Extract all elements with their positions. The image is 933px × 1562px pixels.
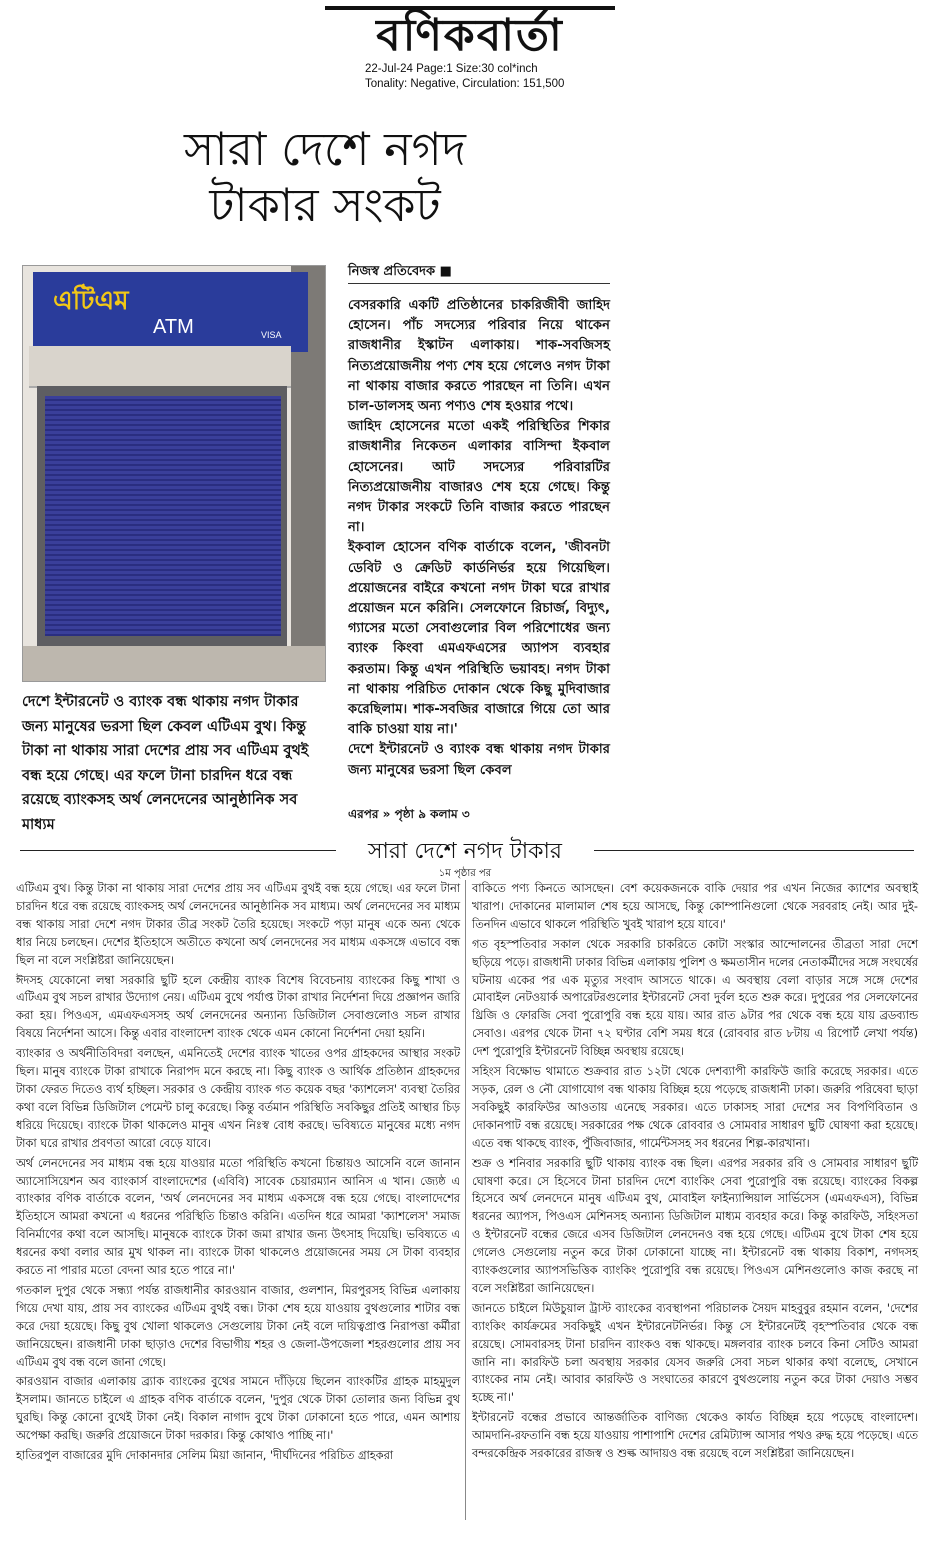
- column-rule: [465, 880, 466, 1520]
- masthead-title: বণিকবার্তা: [376, 10, 564, 61]
- continuation-column-left: [16, 880, 460, 1467]
- lead-paragraph: বেসরকারি একটি প্রতিষ্ঠানের চাকরিজীবী জাহিদ হোসেন। পাঁচ সদস্যের পরিবার নিয়ে থাকেন রাজধানীর ইস্কাটন এলাকায়। শাক-সবজিসহ নিত্যপ্রয়োজনীয় পণ্য শেষ হয়ে গেলেও নগদ টাকা না থাকায় বাজার করতে পারছেন না তিনি। এখন চাল-ডালসহ অন্য পণ্যও শেষ হওয়ার পথে।: [348, 298, 610, 415]
- closed-shutter: [45, 396, 281, 636]
- continuation-column-right: [472, 880, 918, 1465]
- continuation-title: সারা দেশে নগদ টাকার: [367, 839, 563, 864]
- atm-photo: [22, 265, 326, 682]
- body-paragraph: কারওয়ান বাজার এলাকায় ব্র্যাক ব্যাংকের বুথের সামনে দাঁড়িয়ে ছিলেন ব্যাংকটির গ্রাহক মাহমুদুল ইসলাম। জানতে চাইলে এ গ্রাহক বণিক বার্তাকে বলেন, 'দুপুর থেকে টাকা তোলার জন্য বিভিন্ন বুথ ঘুরছি। কিন্তু কোনো বুথেই টাকা নেই। বিকাল নাগাদ বুথে টাকা ঢোকানো হতে পারে, এমন আশায় অপেক্ষা করছি। জরুরি প্রয়োজনে টাকা দরকার। কিন্তু কোথাও পাচ্ছি না।': [16, 1375, 460, 1443]
- byline-rule: [348, 283, 610, 284]
- atm-sign-english: ATM: [153, 316, 194, 338]
- body-paragraph: অর্থ লেনদেনের সব মাধ্যম বন্ধ হয়ে যাওয়ার মতো পরিস্থিতি কখনো চিন্তায়ও আসেনি বলে জানান অ্যাসোসিয়েশন অব ব্যাংকার্স বাংলাদেশের (এবিবি) সাবেক চেয়ারম্যান আনিস এ খান। জ্যেষ্ঠ এ ব্যাংকার বণিক বার্তাকে বলেন, 'অর্থ লেনদেনের সব মাধ্যম একসঙ্গে বন্ধ হয়ে গেছে। বাংলাদেশের ইতিহাসে আমরা কখনো এ ধরনের পরিস্থিতি চিন্তাও করিনি। এতদিন ধরে আমরা 'ক্যাশলেস' সমাজ বিনির্মাণের কথা বলে আসছি। মানুষকে ব্যাংকে টাকা জমা রাখার জন্য উৎসাহ দিয়েছি। ভবিষ্যতে এ ধরনের কথা বলার আর মুখ থাকল না। ব্যাংকে টাকা থাকলেও প্রয়োজনের সময় সে টাকা ব্যবহার করতে না পারার মতো বেদনা আর হতে পারে না।': [16, 1156, 460, 1278]
- headline-line1: সারা দেশে নগদ: [184, 122, 466, 176]
- body-paragraph: এটিএম বুথ। কিন্তু টাকা না থাকায় সারা দেশের প্রায় সব এটিএম বুথই বন্ধ হয়ে গেছে। এর ফলে টানা চারদিন ধরে বন্ধ রয়েছে ব্যাংকসহ অর্থ লেনদেনের আনুষ্ঠানিক সব মাধ্যম। অর্থ লেনদেনের সব মাধ্যম বন্ধ থাকায় সারা দেশে নগদ টাকার তীব্র সংকট তৈরি হয়েছে। সংকটে পড়া মানুষ একে অন্য থেকে ধার নিয়ে চলছেন। দেশের ইতিহাসে অতীতে কখনো অর্থ লেনদেনের সব মাধ্যম একসঙ্গে এভাবে বন্ধ ছিল না বলে সংশ্লিষ্টরা জানিয়েছেন।: [16, 882, 460, 967]
- photo-caption: দেশে ইন্টারনেট ও ব্যাংক বন্ধ থাকায় নগদ টাকার জন্য মানুষের ভরসা ছিল কেবল এটিএম বুথ। কিন্তু টাকা না থাকায় সারা দেশের প্রায় সব এটিএম বুথই বন্ধ হয়ে গেছে। এর ফলে টানা চারদিন ধরে বন্ধ রয়েছে ব্যাংকসহ অর্থ লেনদেনের আনুষ্ঠানিক সব মাধ্যম: [22, 694, 309, 833]
- body-paragraph: বাকিতে পণ্য কিনতে আসছেন। বেশ কয়েকজনকে বাকি দেয়ার পর এখন নিজের ক্যাশের অবস্থাই খারাপ। দোকানের মালামাল শেষ হয়ে আসছে, কিন্তু কোম্পানিগুলো থেকে সরবরাহ নেই। আর দুই-তিনদিন এভাবে থাকলে পরিস্থিতি খুবই খারাপ হয়ে যাবে।': [472, 882, 918, 931]
- lead-story: [348, 296, 610, 781]
- body-paragraph: ঈদসহ যেকোনো লম্বা সরকারি ছুটি হলে কেন্দ্রীয় ব্যাংক বিশেষ বিবেচনায় ব্যাংকের কিছু শাখা ও এটিএম বুথ সচল রাখার উদ্যোগ নেয়। এটিএম বুথে পর্যাপ্ত টাকা রাখার নির্দেশনা দিয়ে প্রজ্ঞাপন জারি করা হয়। পিওএস, এমএফএসসহ অর্থ লেনদেনের অন্যান্য ডিজিটাল সেবাগুলোও সচল রাখার বিষয়ে নির্দেশনা আসে। কিন্তু এবার বাংলাদেশ ব্যাংক থেকে এমন কোনো নির্দেশনা দেয়া হয়নি।: [16, 973, 460, 1041]
- body-paragraph: জানতে চাইলে মিউচুয়াল ট্রাস্ট ব্যাংকের ব্যবস্থাপনা পরিচালক সৈয়দ মাহবুবুর রহমান বলেন, 'দেশের ব্যাংকিং কার্যক্রমের সবকিছুই এখন ইন্টারনেটনির্ভর। কিন্তু সে ইন্টারনেটই বৃহস্পতিবার থেকে বন্ধ রয়েছে। সোমবারসহ টানা চারদিন ব্যাংকও বন্ধ থাকছে। মঙ্গলবার ব্যাংক চলবে কিনা সেটিও আমরা জানি না। কারফিউ চলা অবস্থায় সরকার যেসব জরুরি সেবা সচল থাকার কথা বলেছে, সেখানে ব্যাংকের নাম নেই। আবার কারফিউ ও সংঘাতের কারণে বুথগুলোয় নতুন করে টাকা দেয়াও সম্ভব হচ্ছে না।': [472, 1301, 918, 1405]
- continuation-note: ১ম পৃষ্ঠার পর: [438, 868, 492, 879]
- body-paragraph: সহিংস বিক্ষোভ থামাতে শুক্রবার রাত ১২টা থেকে দেশব্যাপী কারফিউ জারি করেছে সরকার। এতে সড়ক, রেল ও নৌ যোগাযোগ বন্ধ থাকায় বিচ্ছিন্ন হয়ে পড়েছে রাজধানী ঢাকা। জরুরি পরিষেবা ছাড়া সবকিছুই কারফিউর আওতায় এনেছে সরকার। এতে ঢাকাসহ সারা দেশের সব বিপণিবিতান ও দোকানপাট বন্ধ রয়েছে। সরকারের পক্ষ থেকে রোববার ও সোমবার সাধারণ ছুটি ঘোষণা করা হয়েছে। এতে বন্ধ থাকছে ব্যাংক, পুঁজিবাজার, গার্মেন্টসসহ সব ধরনের শিল্প-কারখানা।: [472, 1065, 918, 1150]
- atm-sign-bangla: এটিএম: [53, 286, 129, 316]
- visa-logo: VISA: [261, 330, 282, 340]
- byline: নিজস্ব প্রতিবেদক ■: [348, 264, 452, 279]
- section-divider-left: [20, 850, 336, 851]
- masthead: [325, 6, 615, 62]
- section-divider-right: [594, 850, 914, 851]
- lead-paragraph: ইকবাল হোসেন বণিক বার্তাকে বলেন, 'জীবনটা ডেবিট ও ক্রেডিট কার্ডনির্ভর হয়ে গিয়েছিল। প্রয়োজনের বাইরে কখনো নগদ টাকা ঘরে রাখার প্রয়োজন মনে করিনি। সেলফোনে রিচার্জ, বিদ্যুৎ, গ্যাসের মতো সেবাগুলোর বিল পরিশোধের জন্য ব্যাংক কিংবা এমএফএসের অ্যাপস ব্যবহার করতাম। কিন্তু এখন পরিস্থিতি ভয়াবহ। নগদ টাকা না থাকায় পরিচিত দোকান থেকে কিছু মুদিবাজার করেছিলাম। শাক-সবজির বাজারে গিয়ে তো আর বাকি চাওয়া যায় না।': [348, 540, 610, 738]
- clipping-meta-line2: Tonality: Negative, Circulation: 151,500: [365, 78, 565, 90]
- headline-line2: টাকার সংকট: [209, 178, 441, 232]
- body-paragraph: গত বৃহস্পতিবার সকাল থেকে সরকারি চাকরিতে কোটা সংস্কার আন্দোলনের তীব্রতা সারা দেশে ছড়িয়ে পড়ে। রাজধানী ঢাকার বিভিন্ন এলাকায় পুলিশ ও ক্ষমতাসীন দলের নেতাকর্মীদের সঙ্গে সংঘর্ষের ঘটনায় একের পর এক মৃত্যুর সংবাদ আসতে থাকে। এ অবস্থায় বেলা বাড়ার সঙ্গে সঙ্গে দেশের মোবাইল নেটওয়ার্ক অপারেটরগুলোর ইন্টারনেট সেবা দুর্বল হতে শুরু করে। দুপুরের পর সেলফোনের থ্রিজি ও ফোরজি সেবা পুরোপুরি বন্ধ হয়ে যায়। আর রাত ৯টার পর থেকে বন্ধ হয়ে যায় ব্রডব্যান্ড সেবাও। এরপর থেকে টানা ৭২ ঘণ্টার বেশি সময় ধরে (রোববার রাত ৮টায় এ রিপোর্ট লেখা পর্যন্ত) দেশ পুরোপুরি ইন্টারনেট বিচ্ছিন্ন অবস্থায় রয়েছে।: [472, 937, 918, 1059]
- lead-paragraph: দেশে ইন্টারনেট ও ব্যাংক বন্ধ থাকায় নগদ টাকার জন্য মানুষের ভরসা ছিল কেবল: [348, 742, 610, 778]
- photo-ground: [23, 646, 325, 681]
- atm-sign: [33, 272, 308, 352]
- body-paragraph: ইন্টারনেট বন্ধের প্রভাবে আন্তর্জাতিক বাণিজ্য থেকেও কার্যত বিচ্ছিন্ন হয়ে পড়েছে বাংলাদেশ। আমদানি-রফতানি বন্ধ হয়ে যাওয়ায় পাশাপাশি দেশের রেমিট্যান্স আসার পথও রুদ্ধ হয়ে পড়েছে। এতে বন্দরকেন্দ্রিক সরকারের রাজস্ব ও শুল্ক আদায়ও বন্ধ রয়েছে বলে সংশ্লিষ্টরা জানিয়েছেন।: [472, 1411, 918, 1461]
- body-paragraph: গতকাল দুপুর থেকে সন্ধ্যা পর্যন্ত রাজধানীর কারওয়ান বাজার, গুলশান, মিরপুরসহ বিভিন্ন এলাকায় গিয়ে দেখা যায়, প্রায় সব ব্যাংকের এটিএম বুথই বন্ধ। টাকা শেষ হয়ে যাওয়ায় বুথগুলোর শাটার বন্ধ করে দেয়া হয়েছে। কিছু বুথ খোলা থাকলেও সেগুলোয় টাকা নেই বলে দায়িত্বপ্রাপ্ত নিরাপত্তা কর্মীরা জানিয়েছেন। রাজধানী ঢাকা ছাড়াও দেশের বিভাগীয় শহর ও জেলা-উপজেলা শহরগুলোর প্রায় সব এটিএম বুথ বন্ধ বলে জানা গেছে।: [16, 1283, 460, 1369]
- lead-paragraph: জাহিদ হোসেনের মতো একই পরিস্থিতির শিকার রাজধানীর নিকেতন এলাকার বাসিন্দা ইকবাল হোসেনের। আট সদস্যের পরিবারটির নিত্যপ্রয়োজনীয় বাজারও শেষ হয়ে গেছে। কিন্তু নগদ টাকার সংকটে তিনি বাজার করতে পারছেন না।: [348, 419, 610, 536]
- body-paragraph: শুক্র ও শনিবার সরকারি ছুটি থাকায় ব্যাংক বন্ধ ছিল। এরপর সরকার রবি ও সোমবার সাধারণ ছুটি ঘোষণা করে। সে হিসেবে টানা চারদিন দেশে ব্যাংকিং সেবা পুরোপুরি বন্ধ রয়েছে। ব্যাংকের বিকল্প হিসেবে অর্থ লেনদেনে মানুষ এটিএম বুথ, মোবাইল ফাইন্যান্সিয়াল সার্ভিসেস (এমএফএস), বিভিন্ন ধরনের অ্যাপস, পিওএস মেশিনসহ অন্যান্য ডিজিটাল মাধ্যম ব্যবহার করে। কিন্তু কারফিউ, সহিংসতা ও ইন্টারনেট বন্ধের জেরে এসব ডিজিটাল লেনদেনও বন্ধ হয়ে গেছে। এটিএম বুথে টাকা শেষ হয়ে গেলেও সেগুলোয় নতুন করে টাকা ঢোকানো যাচ্ছে না। ইন্টারনেট বন্ধ থাকায় বিকাশ, নগদসহ ব্যাংকগুলোর অ্যাপসভিত্তিক ব্যাংকিং পুরোপুরি বন্ধ রয়েছে। পিওএস মেশিনগুলোও কাজ করছে না বলে সংশ্লিষ্টরা জানিয়েছেন।: [472, 1156, 918, 1295]
- jump-line: এরপর » পৃষ্ঠা ৯ কলাম ৩: [348, 807, 470, 821]
- body-paragraph: ব্যাংকার ও অর্থনীতিবিদরা বলছেন, এমনিতেই দেশের ব্যাংক খাতের ওপর গ্রাহকদের আস্থার সংকট ছিল। মানুষ ব্যাংকে টাকা রাখাকে নিরাপদ মনে করছে না। কিছু ব্যাংক ও আর্থিক প্রতিষ্ঠান গ্রাহকদের টাকা ফেরত দিতেও ব্যর্থ হচ্ছিল। সরকার ও কেন্দ্রীয় ব্যাংক গত কয়েক বছর 'ক্যাশলেস' ব্যবস্থা তৈরির কথা বলে বিভিন্ন ডিজিটাল পেমেন্ট চালু করেছে। কিন্তু বর্তমান পরিস্থিতি সবকিছুর প্রতিই আস্থার চিড় ধরিয়ে দিয়েছে। ব্যাংকে টাকা থাকলেও মানুষ এখন নিঃস্ব বোধ করছে। ভবিষ্যতে মানুষের মধ্যে নগদ টাকা ঘরে রাখার প্রবণতা আরো বেড়ে যাবে।: [16, 1047, 460, 1150]
- clipping-meta-line1: 22-Jul-24 Page:1 Size:30 col*inch: [365, 63, 538, 75]
- body-paragraph: হাতিরপুল বাজারের মুদি দোকানদার সেলিম মিয়া জানান, 'দীর্ঘদিনের পরিচিত গ্রাহকরা: [16, 1449, 394, 1463]
- photo-panel: [29, 346, 291, 388]
